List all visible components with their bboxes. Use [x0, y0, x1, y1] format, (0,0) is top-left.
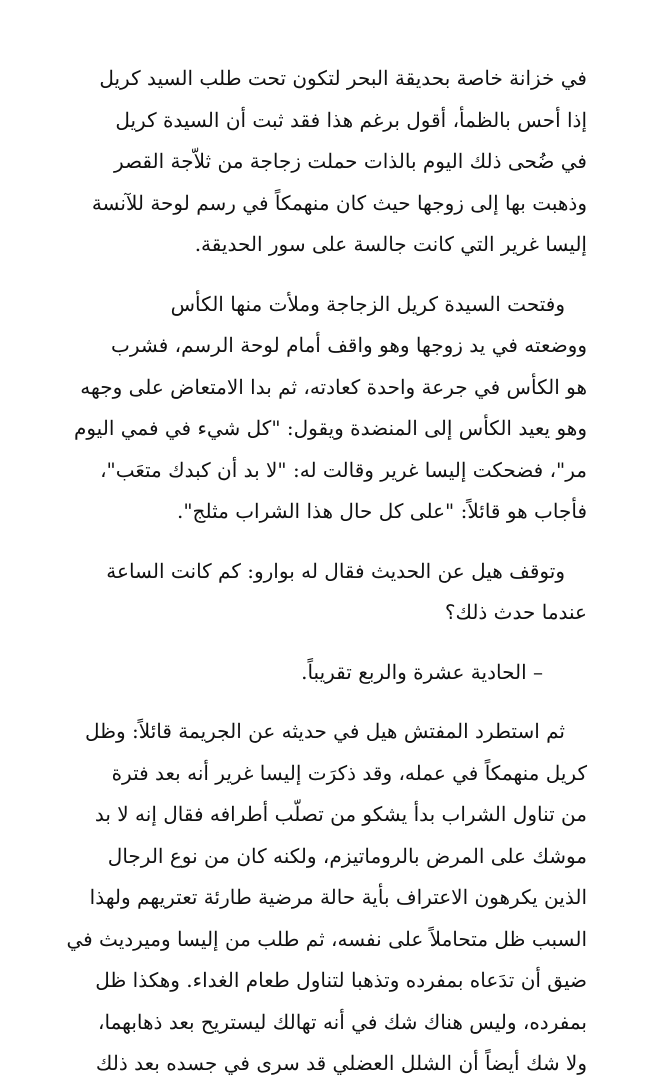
- text-line: الذين يكرهون الاعتراف بأية حالة مرضية طارئة تعتريهم ولهذا: [89, 885, 587, 909]
- text-line: عندما حدث ذلك؟: [444, 600, 587, 624]
- text-line: ثم استطرد المفتش هيل في حديثه عن الجريمة قائلاً: وظل: [84, 719, 565, 743]
- text-line: ولا شك أيضاً أن الشلل العضلي قد سرى في جسده بعد ذلك: [95, 1051, 587, 1075]
- text-line: مر"، فضحكت إليسا غرير وقالت له: "لا بد أن كبدك متعَب"،: [100, 457, 587, 482]
- text-line: فأجاب هو قائلاً: "على كل حال هذا الشراب مثلج".: [177, 499, 587, 523]
- text-line: وفتحت السيدة كريل الزجاجة وملأت منها الكأس: [170, 291, 565, 316]
- text-line: من تناول الشراب بدأ يشكو من تصلّب أطرافه فقال إنه لا بد: [94, 802, 587, 826]
- paragraph-5: [62, 711, 587, 1085]
- text-line: ضيق أن تدَعاه بمفرده وتذهبا لتناول طعام الغداء. وهكذا ظل: [95, 968, 587, 992]
- text-line: بمفرده، وليس هناك شك في أنه تهالك ليستريح بعد ذهابهما،: [98, 1009, 587, 1034]
- text-line: إليسا غرير التي كانت جالسة على سور الحديقة.: [194, 232, 587, 256]
- text-line: موشك على المرض بالروماتيزم، ولكنه كان من نوع الرجال: [107, 843, 587, 868]
- text-line: السبب ظل متحاملاً على نفسه، ثم طلب من إليسا وميرديث في: [66, 926, 587, 951]
- text-line: وتوقف هيل عن الحديث فقال له بوارو: كم كانت الساعة: [106, 558, 565, 583]
- text-line: – الحادية عشرة والربع تقريباً.: [301, 659, 543, 684]
- text-line: وذهبت بها إلى زوجها حيث كان منهمكاً في رسم لوحة للآنسة: [91, 190, 587, 215]
- paragraph-4-dialog: [62, 652, 587, 694]
- paragraph-3: [62, 551, 587, 634]
- text-line: وهو يعيد الكأس إلى المنضدة ويقول: "كل شيء في فمي اليوم: [73, 416, 587, 440]
- text-line: إذا أحس بالظمأ، أقول برغم هذا فقد ثبت أن السيدة كريل: [115, 107, 587, 132]
- text-line: هو الكأس في جرعة واحدة كعادته، ثم بدا الامتعاض على وجهه: [80, 374, 587, 399]
- text-line: في خزانة خاصة بحديقة البحر لتكون تحت طلب السيد كريل: [99, 66, 587, 90]
- text-line: في ضُحى ذلك اليوم بالذات حملت زجاجة من ثلاّجة القصر: [114, 149, 587, 173]
- paragraph-2: [62, 284, 587, 533]
- text-line: كريل منهمكاً في عمله، وقد ذكرَت إليسا غرير أنه بعد فترة: [111, 760, 587, 785]
- text-line: ووضعته في يد زوجها وهو واقف أمام لوحة الرسم، فشرب: [111, 333, 587, 357]
- paragraph-1: [62, 58, 587, 266]
